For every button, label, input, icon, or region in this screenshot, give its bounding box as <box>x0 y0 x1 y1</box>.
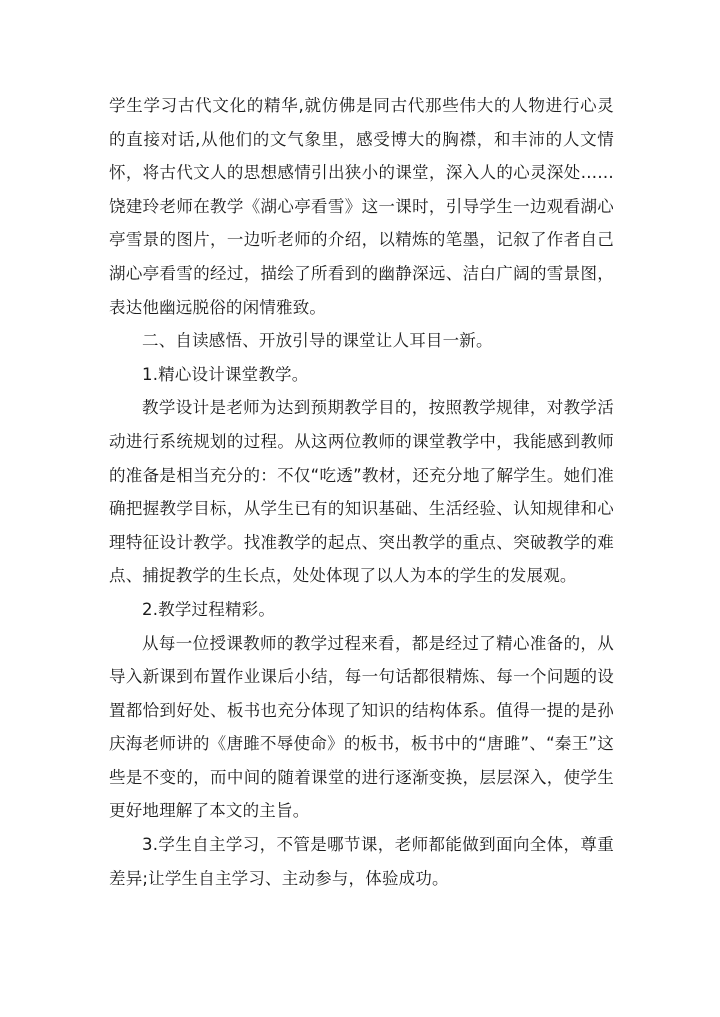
subheading-lesson-design: 1.精心设计课堂教学。 <box>142 364 309 384</box>
paragraph-classical-culture: 学生学习古代文化的精华,就仿佛是同古代那些伟大的人物进行心灵的直接对话,从他们的文气象里，感受博大的胸襟，和丰沛的人文情怀，将古代文人的思想感情引出狭小的课堂，深入人的心灵深处……饶建玲老师在教学《湖心亭看雪》这一课时，引导学生一边观看湖心亭雪景的图片，一边听老师的介绍，以精炼的笔墨，记叙了作者自己湖心亭看雪的经过，描绘了所看到的幽静深远、洁白广阔的雪景图，表达他幽远脱俗的闲情雅致。 <box>109 96 614 317</box>
paragraph-self-learning: 3.学生自主学习，不管是哪节课，老师都能做到面向全体，尊重差异;让学生自主学习、主动参与，体验成功。 <box>109 835 614 888</box>
subheading-teaching-process: 2.教学过程精彩。 <box>142 599 276 619</box>
section-heading-two: 二、自读感悟、开放引导的课堂让人耳目一新。 <box>142 331 493 351</box>
paragraph-lesson-design: 教学设计是老师为达到预期教学目的，按照教学规律，对教学活动进行系统规划的过程。从这两位教师的课堂教学中，我能感到教师的准备是相当充分的：不仅“吃透”教材，还充分地了解学生。她们准确把握教学目标，从学生已有的知识基础、生活经验、认知规律和心理特征设计教学。找准教学的起点、突出教学的重点、突破教学的难点、捕捉教学的生长点，处处体现了以人为本的学生的发展观。 <box>109 398 614 586</box>
paragraph-teaching-process: 从每一位授课教师的教学过程来看，都是经过了精心准备的，从导入新课到布置作业课后小结，每一句话都很精炼、每一个问题的设置都恰到好处、板书也充分体现了知识的结构体系。值得一提的是孙庆海老师讲的《唐雎不辱使命》的板书，板书中的“唐雎”、“秦王”这些是不变的，而中间的随着课堂的进行逐渐变换，层层深入，使学生更好地理解了本文的主旨。 <box>109 633 614 821</box>
document-body <box>109 89 614 895</box>
